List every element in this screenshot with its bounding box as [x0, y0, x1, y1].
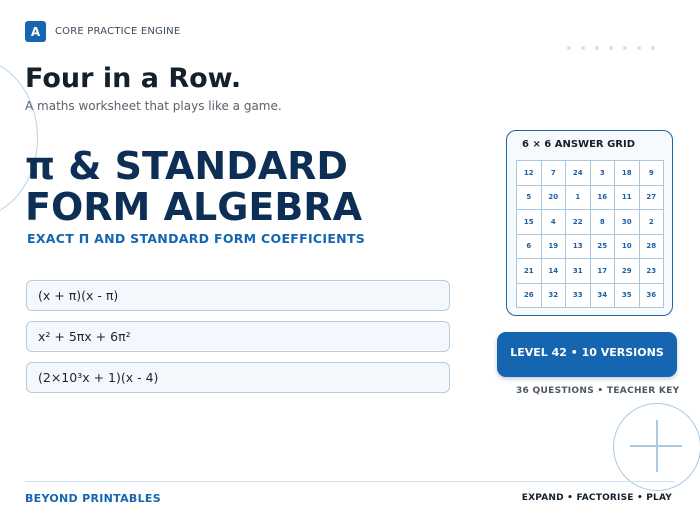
grid-cell: 23	[640, 259, 665, 284]
grid-cell: 21	[517, 259, 542, 284]
decorative-dots	[567, 46, 655, 50]
grid-cell: 33	[566, 284, 591, 309]
grid-cell: 25	[591, 235, 616, 260]
grid-cell: 2	[640, 210, 665, 235]
grid-cell: 15	[517, 210, 542, 235]
grid-cell: 27	[640, 186, 665, 211]
grid-cell: 29	[615, 259, 640, 284]
grid-cell: 9	[640, 161, 665, 186]
grid-cell: 17	[591, 259, 616, 284]
example-expression: (x + π)(x - π)	[26, 280, 450, 311]
footer-divider	[25, 481, 675, 482]
topic-subtitle: EXACT Π AND STANDARD FORM COEFFICIENTS	[27, 231, 366, 246]
grid-cell: 36	[640, 284, 665, 309]
answer-grid	[516, 160, 664, 308]
grid-cell: 35	[615, 284, 640, 309]
grid-cell: 28	[640, 235, 665, 260]
answer-grid-title: 6 × 6 ANSWER GRID	[522, 139, 636, 150]
grid-cell: 6	[517, 235, 542, 260]
example-expression: x² + 5πx + 6π²	[26, 321, 450, 352]
grid-cell: 3	[591, 161, 616, 186]
grid-cell: 14	[542, 259, 567, 284]
grid-cell: 13	[566, 235, 591, 260]
grid-cell: 19	[542, 235, 567, 260]
grid-cell: 20	[542, 186, 567, 211]
grid-cell: 12	[517, 161, 542, 186]
page-title: Four in a Row.	[25, 63, 242, 94]
level-button[interactable]: LEVEL 42 • 10 VERSIONS	[497, 332, 677, 377]
grid-cell: 34	[591, 284, 616, 309]
grid-cell: 26	[517, 284, 542, 309]
topic-line-2: FORM ALGEBRA	[25, 185, 362, 229]
grid-cell: 7	[542, 161, 567, 186]
grid-cell: 32	[542, 284, 567, 309]
grid-cell: 10	[615, 235, 640, 260]
grid-cell: 24	[566, 161, 591, 186]
brand-logo: A	[25, 21, 46, 42]
grid-cell: 16	[591, 186, 616, 211]
topic-line-1: π & STANDARD	[25, 144, 348, 188]
grid-cell: 22	[566, 210, 591, 235]
topic-heading	[25, 146, 362, 228]
brand-name: CORE PRACTICE ENGINE	[55, 26, 181, 37]
decorative-plus-icon	[656, 420, 658, 472]
questions-info: 36 QUESTIONS • TEACHER KEY	[516, 386, 680, 396]
answer-grid-card	[506, 130, 673, 316]
example-list	[26, 280, 450, 403]
grid-cell: 1	[566, 186, 591, 211]
grid-cell: 4	[542, 210, 567, 235]
example-expression: (2×10³x + 1)(x - 4)	[26, 362, 450, 393]
grid-cell: 30	[615, 210, 640, 235]
grid-cell: 11	[615, 186, 640, 211]
grid-cell: 8	[591, 210, 616, 235]
grid-cell: 18	[615, 161, 640, 186]
grid-cell: 5	[517, 186, 542, 211]
grid-cell: 31	[566, 259, 591, 284]
footer-tagline: EXPAND • FACTORISE • PLAY	[521, 493, 672, 503]
page-subtitle: A maths worksheet that plays like a game.	[25, 99, 282, 113]
footer-brand: BEYOND PRINTABLES	[25, 492, 161, 505]
brand	[25, 21, 180, 42]
